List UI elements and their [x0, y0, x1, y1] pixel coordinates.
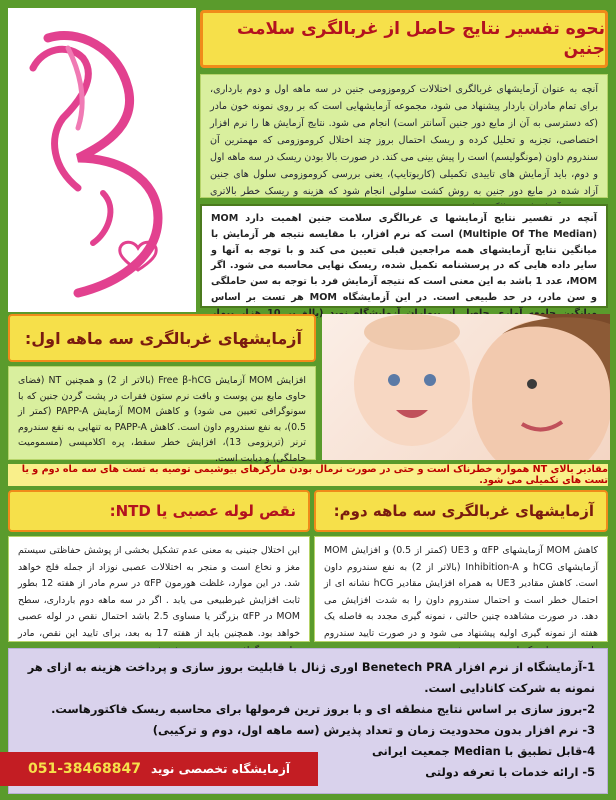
contact-phone[interactable]: 051-38468847 — [28, 761, 141, 777]
feature-item: 3- نرم افزار بدون محدودیت زمان و تعداد پذیرش (سه ماهه اول، دوم و ترکیبی) — [152, 723, 595, 737]
ntd-text: این اختلال جنینی به معنی عدم تشکیل بخشی از پوشش حفاظتی سیستم مغز و نخاع است و منجر به اختلالات عصبی نوزاد از جمله فلج خواهد شد. در این موارد، غلظت هورمون αFP در سرم مادر از هفته 12 بطور ثابت افزایش غیرطبیعی می یابد . اگر در سه ماهه دوم بارداری، سطح MOM در αFP بزرگتر یا مساوی 2.5 باشد احتمال نقص در لوله عصبی خواهد بود. همچنین باید از هفته 17 به بعد، برای تایید این نقص، مادر — [8, 536, 310, 642]
second-trimester-heading-box — [314, 490, 608, 532]
contact-banner — [0, 752, 318, 786]
intro-paragraph: آنچه به عنوان آزمایشهای غربالگری اختلالات کروموزومی جنین در سه ماهه اول و دوم بارداری، برای تمام مادران باردار پیشنهاد می شود، مجموعه آزمایشهایی است که بر روی نمونه خون مادر (که دسترسی به آن از مایع دور جنین آسانتر است) انجام می شود. نتایج آزمایش ها را نرم افزار اختصاصی، تجزیه و تحلیل کرده و ریسک احتمال بروز چند اختلال کروموزومی که مهمترین آن سندروم داون (مونگولیسم) است را پیش بینی می کند. در صورت بالا بودن ریسک در سه ماهه اول و دوم، باید آزمایش های تاییدی تکمیلی (کاریوتایپ)، یعنی بررسی کروموزومی سلول های جنین آزاد شده در مایع دور جنین به روش کشت سلولی انجام شود که هزینه و ریسک خطر بالاتری — [200, 74, 608, 198]
feature-item: 2-بروز سازی بر اساس نتایج منطقه ای و با بروز ترین فرمولها برای محاسبه ریسک فاکتورهاست. — [51, 702, 595, 716]
feature-item: 5- ارائه خدمات با تعرفه دولتی — [425, 765, 595, 779]
ntd-heading: نقص لوله عصبی یا NTD: — [109, 502, 296, 520]
pregnancy-logo — [8, 8, 196, 312]
second-trimester-heading: آزمایشهای غربالگری سه ماهه دوم: — [333, 502, 594, 520]
second-trimester-text: کاهش MOM آزمایشهای αFP و UE3 (کمتر از 0.5) و افزایش MOM آزمایشهای hCG و Inhibition-A (بالاتر از 2) به نفع سندروم داون است. کاهش مقادیر UE3 به همراه افزایش مقادیر hCG نشانه ای از احتمال خطر است و احتمال سندروم داون را به شدت افزایش می دهد. در صورت مشاهده چنین حالتی ، نمونه گیری مجدد به فاصله یک هفته از نمونه گیری اولیه پیشنهاد می شود و در صورت تایید سندروم — [314, 536, 608, 642]
first-trimester-heading-box — [8, 314, 316, 362]
lab-name: آزمایشگاه تخصصی نوید — [150, 762, 290, 776]
feature-item: 4-قابل تطبیق با Median جمعیت ایرانی — [371, 744, 595, 758]
nt-warning: مقادیر بالای NT همواره خطرناک است و حتی در صورت نرمال بودن مارکرهای بیوشیمی توصیه به تست های سه ماه دوم و یا تست های تکمیلی می شود. — [8, 464, 608, 486]
mom-paragraph: آنچه در تفسیر نتایج آزمایشها ی غربالگری سلامت جنین اهمیت دارد MOM (Multiple Of The Median) است که نرم افزار، با مقایسه نتیجه هر آزمایش با میانگین نتایج آزمایشهای همه مراجعین قبلی تعیین می کند و با توجه به آنها و سایر داده هایی که در پرسشنامه تکمیل شده، ریسک نهایی محاسبه می شود. اگر MOM، عدد 1 باشد به این معنی است که نتیجه آزمایش فرد با توجه به سن حاملگی و سن مادر، در حد طبیعی است. در این آزمایشگاه MOM هر تست بر اساس — [200, 204, 608, 308]
mother-baby-image-icon — [322, 314, 610, 460]
feature-item: 1-آزمایشگاه از نرم افزار Benetech PRA اوری ژنال با قابلیت بروز سازی و پرداخت هزینه به ازای هر نمونه به شرکت کانادایی است. — [27, 660, 595, 695]
first-trimester-text: افزایش MOM آزمایش Free β-hCG (بالاتر از 2) و همچنین NT (فضای حاوی مایع بین پوست و بافت نرم ستون فقرات در پشت گردن جنین که با سونوگرافی تعیین می شود) و کاهش MOM آزمایش PAPP-A (کمتر از 0.5)، به نفع سندروم داون است. کاهش PAPP-A به تنهایی به نفع سندروم ترنر (تریزومی 13)، افزایش خطر سقط، پره اکلامپسی (مسمومیت حاملگی) و دیابت است. — [8, 366, 316, 460]
page-title-box — [200, 10, 608, 68]
first-trimester-heading: آزمایشهای غربالگری سه ماهه اول: — [24, 328, 302, 348]
ntd-heading-box — [8, 490, 310, 532]
mother-baby-photo — [322, 314, 610, 460]
pregnant-mother-icon — [8, 8, 196, 312]
page-title: نحوه تفسیر نتایج حاصل از غربالگری سلامت جنین — [237, 19, 605, 59]
